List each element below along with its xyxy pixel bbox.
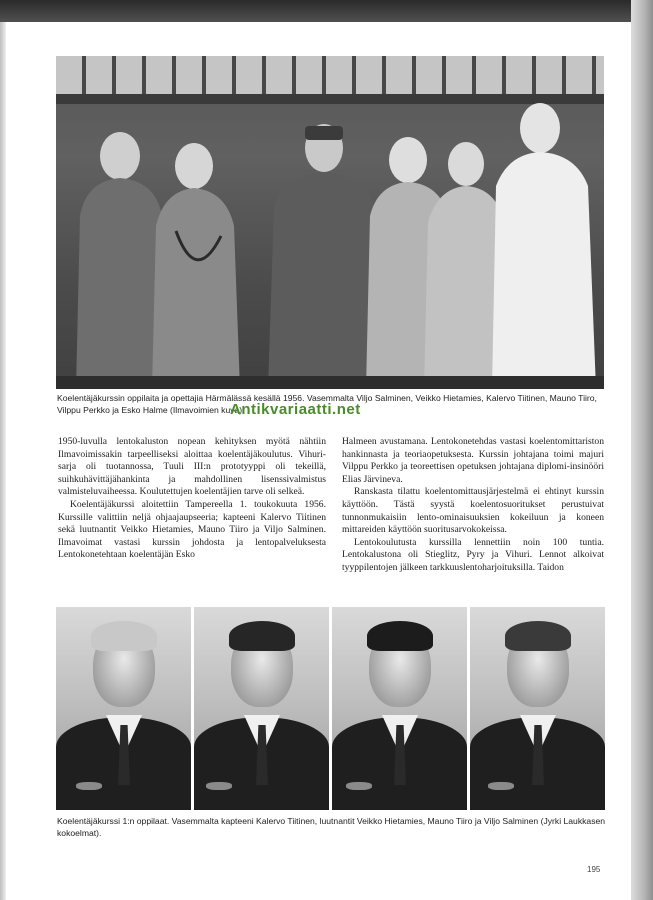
portraits-caption: Koelentäjäkurssi 1:n oppilaat. Vasemmalta kapteeni Kalervo Tiitinen, luutnantit Veikko Hietamies, Mauno Tiiro ja Viljo Salminen (Jyrki Laukkasen kokoelmat). [57,816,606,838]
group-photo-caption: Koelentäjäkurssin oppilaita ja opettajia Härmälässä kesällä 1956. Vasemmalta Viljo Salminen, Veikko Hietamies, Kalervo Tiitinen, Mauno Tiiro, Vilppu Perkko ja Esko Halme (Ilmavoimien kuva). [57,393,597,415]
paragraph: 1950-luvulla lentokaluston nopean kehityksen myötä nähtiin Ilmavoimissakin tarpeelliseksi aloittaa koelentäjäkoulutus. Vihuri-sarja oli tuotannossa, Tuuli III:n prototyyppi oli tekeillä, suihkuhävittäjähankinta ja mahdollinen lisenssivalmistus valmisteluvaiheessa. Koulutettujen koelentäjien tarve oli selkeä. [58,436,326,498]
watermark-text: Antikvariaatti.net [230,401,361,418]
group-photo [56,56,604,389]
book-spine-edge [631,0,653,900]
paragraph: Lentokoulutusta kurssilla lennettiin noin 100 tuntia. Lentokalustona oli Stieglitz, Pyry ja Vihuri. Lennot alkoivat tyyppilentojen jälkeen tarkkuuslentoharjoituksilla. Taidon [342,536,604,573]
body-column-left [58,436,326,562]
group-photo-figures [56,56,604,389]
scan-top-edge [0,0,653,22]
body-column-right [342,436,604,575]
paragraph: Ranskasta tilattu koelentomittausjärjestelmä ei ehtinyt kurssin käyttöön. Tästä syystä koelentosuoritukset perustuivat tunnonmukaisiin lento-ominaisuuksien kokeiluun ja koneen mittareiden käyttöön suoritusarvokokeissa. [342,486,604,536]
portrait-photo [194,607,329,810]
page-number: 195 [587,865,601,874]
scan-left-edge [0,22,6,900]
paragraph: Koelentäjäkurssi aloitettiin Tampereella 1. toukokuuta 1956. Kurssille valittiin neljä ohjaajaupseeria; kapteeni Kalervo Tiitinen sekä luutnantit Veikko Hietamies, Mauno Tiiro ja Viljo Salminen. Ilmavoimat vastasi kurssin johdosta ja lentopalveluksesta Lentokonetehtaan koelentäjän Esko [58,498,326,561]
portrait-photo [56,607,191,810]
portrait-photo [470,607,605,810]
portrait-photo [332,607,467,810]
paragraph: Halmeen avustamana. Lentokonetehdas vastasi koelentomittariston hankinnasta ja teoriaopetuksesta. Kurssin johtajana toimi majuri Vilppu Perkko ja teoreettisen opetuksen johtajana diplomi-insinööri Elias Järvineva. [342,436,604,485]
